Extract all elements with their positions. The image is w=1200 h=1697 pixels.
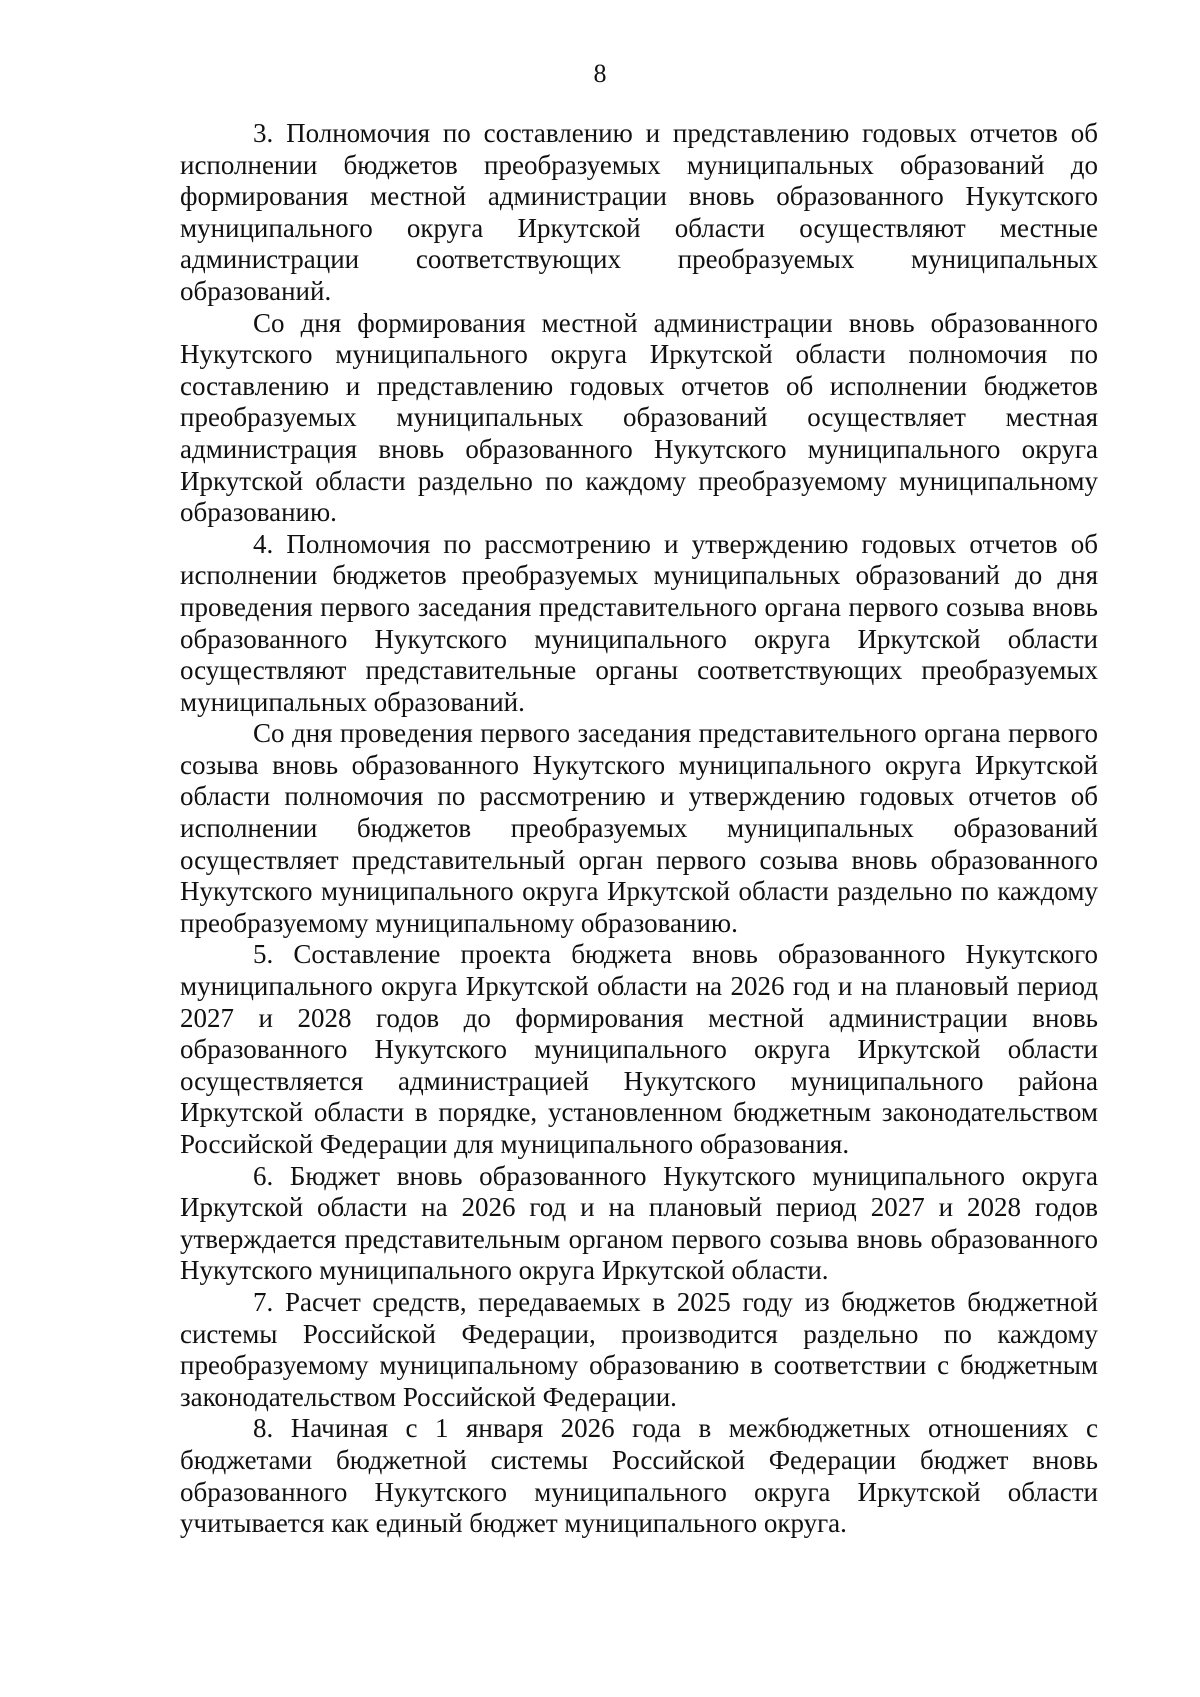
paragraph-4-continued: Со дня проведения первого заседания представительного органа первого созыва вновь образованного Нукутского муниципального округа Иркутской области полномочия по рассмотрению и утверждению годовых отчетов об исполнении бюджетов преобразуемых муниципальных образований осуществляет представительный орган первого созыва вновь образованного Нукутского муниципального округа Иркутской области раздельно по каждому преобразуемому муниципальному образованию. bbox=[180, 718, 1098, 938]
paragraph-6: 6. Бюджет вновь образованного Нукутского муниципального округа Иркутской области на 2026 год и на плановый период 2027 и 2028 годов утверждается представительным органом первого созыва вновь образованного Нукутского муниципального округа Иркутской области. bbox=[180, 1160, 1098, 1286]
paragraph-3: 3. Полномочия по составлению и представлению годовых отчетов об исполнении бюджетов преобразуемых муниципальных образований до формирования местной администрации вновь образованного Нукутского муниципального округа Иркутской области осуществляют местные администрации соответствующих преобразуемых муниципальных образований. bbox=[180, 118, 1098, 306]
paragraph-7: 7. Расчет средств, передаваемых в 2025 году из бюджетов бюджетной системы Российской Федерации, производится раздельно по каждому преобразуемому муниципальному образованию в соответствии с бюджетным законодательством Российской Федерации. bbox=[180, 1286, 1098, 1412]
paragraph-3-continued: Со дня формирования местной администрации вновь образованного Нукутского муниципального округа Иркутской области полномочия по составлению и представлению годовых отчетов об исполнении бюджетов преобразуемых муниципальных образований осуществляет местная администрация вновь образованного Нукутского муниципального округа Иркутской области раздельно по каждому преобразуемому муниципальному образованию. bbox=[180, 307, 1098, 528]
paragraph-5: 5. Составление проекта бюджета вновь образованного Нукутского муниципального округа Иркутской области на 2026 год и на плановый период 2027 и 2028 годов до формирования местной администрации вновь образованного Нукутского муниципального округа Иркутской области осуществляется администрацией Нукутского муниципального района Иркутской области в порядке, установленном бюджетным законодательством Российской Федерации для муниципального образования. bbox=[180, 939, 1098, 1159]
page-number: 8 bbox=[593, 59, 607, 88]
paragraph-4: 4. Полномочия по рассмотрению и утверждению годовых отчетов об исполнении бюджетов преобразуемых муниципальных образований до дня проведения первого заседания представительного органа первого созыва вновь образованного Нукутского муниципального округа Иркутской области осуществляют представительные органы соответствующих преобразуемых муниципальных образований. bbox=[180, 528, 1098, 717]
document-body bbox=[180, 118, 1098, 1540]
paragraph-8: 8. Начиная с 1 января 2026 года в межбюджетных отношениях с бюджетами бюджетной системы Российской Федерации бюджет вновь образованного Нукутского муниципального округа Иркутской области учитывается как единый бюджет муниципального округа. bbox=[180, 1413, 1098, 1539]
